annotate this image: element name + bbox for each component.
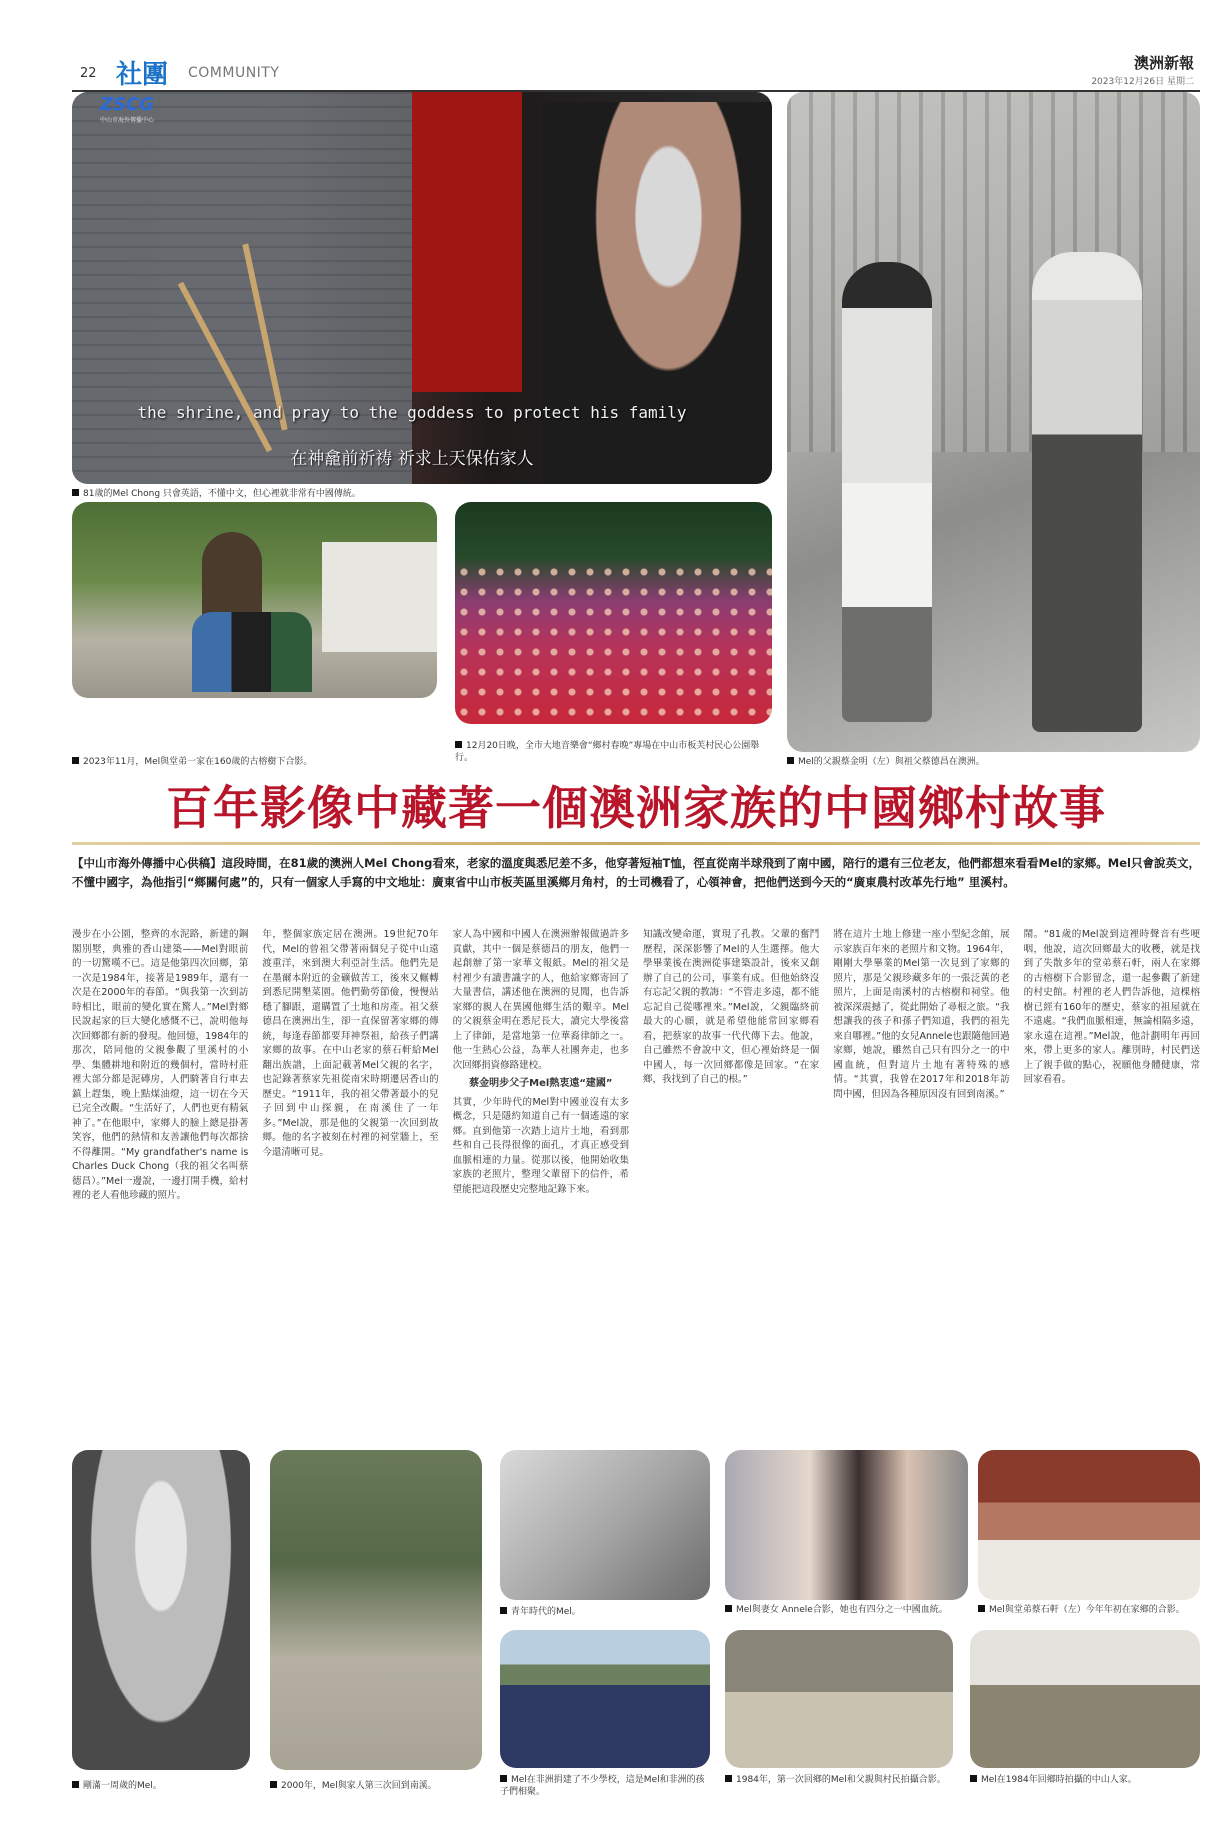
historic-photo [787,92,1200,752]
newspaper-page [72,40,1200,1810]
newspaper-brand: 澳洲新報 [1133,54,1194,72]
body-text: 家人為中國和中國人在澳洲辦報做過許多貢獻，其中一個是蔡德昌的朋友，他們一起創辦了第一家華文報紙。Mel的祖父是村裡少有讀書識字的人，他給家鄉寄回了大量書信，講述他在澳洲的見聞，也告訴家鄉的親人在異國他鄉生活的艱辛。Mel的父親蔡金明在悉尼長大，讀完大學後當上了律師，是當地第一位華裔律師之一。他一生熱心公益，為華人社團奔走，也多次回鄉捐資修路建校。 [452,929,629,1071]
building [322,542,437,652]
caption-b4: Mel在非洲捐建了不少學校，這是Mel和非洲的孩子們相聚。 [500,1775,705,1797]
zhongshan-home-1984-photo [970,1630,1200,1768]
body-column: 知識改變命運，實現了孔教。父輩的奮鬥歷程，深深影響了Mel的人生選擇。他大學畢業後在澳洲從事建築設計，後來又創辦了自己的公司，事業有成。但他始終沒有忘記父親的教誨：“不管走多遠，都不能忘記自己從哪裡來。”Mel說，父親臨終前最大的心願，就是希望他能常回家鄉看看，把蔡家的故事一代代傳下去。他說，自己雖然不會說中文，但心裡始終是一個中國人，每一次回鄉都像是回家。“在家鄉，我找到了自己的根。” [642,929,820,1085]
banyan-tree-photo [72,502,437,698]
article-headline: 百年影像中藏著一個澳洲家族的中國鄉村故事 [166,781,1106,835]
baby-photo [72,1450,250,1770]
article-lead: 【中山市海外傳播中心供稿】這段時間，在81歲的澳洲人Mel Chong看來，老家的溫度與悉尼差不多，他穿著短袖T恤，徑直從南半球飛到了南中國，陪行的還有三位老友，他們都想來看看Mel的家鄉。Mel只會說英文，不懂中國字，為他指引“鄉關何處”的，只有一個家人手寫的中文地址：廣東省中山市板芙區里溪鄉月角村，的士司機看了，心領神會，把他們送到今天的“廣東農村改革先行地” 里溪村。 [72,856,1200,889]
section-title-en: COMMUNITY [188,65,280,81]
caption-hero: 81歲的Mel Chong 只會英語，不懂中文，但心裡就非常有中國傳統。 [72,488,772,500]
family-group [192,612,312,692]
body-column: 將在這片土地上修建一座小型紀念館，展示家族百年來的老照片和文物。1964年，剛剛大學畢業的Mel第一次見到了家鄉的照片，那是父親珍藏多年的一張泛黃的老照片，上面是南溪村的古榕樹和祠堂。他被深深震撼了，從此開始了尋根之旅。“我想讓我的孩子和孫子們知道，我們的祖先來自哪裡。”他的女兒Annele也跟隨他回過家鄉，她說，雖然自己只有四分之一的中國血統，但對這片土地有著特殊的感情。“其實，我曾在2017年和2018年訪問中國，但因為各種原因沒有回到南溪。” [833,929,1010,1100]
body-column: 年，整個家族定居在澳洲。19世紀70年代，Mel的曾祖父帶著兩個兒子從中山遠渡重洋，來到澳大利亞討生活。他們先是在墨爾本附近的金礦做苦工，後來又輾轉到悉尼開墾菜園。他們勤勞節儉，慢慢站穩了腳跟，還購置了土地和房產。祖父蔡德昌在澳洲出生，卻一直保留著家鄉的傳統，每逢春節都要拜神祭祖，給孩子們講家鄉的故事。在中山老家的蔡石軒給Mel翻出族譜，上面記載著Mel父親的名字，也記錄著蔡家先祖從南宋時期遷居香山的歷史。“1911年，我的祖父帶著最小的兒子回到中山探親，在南溪住了一年多。”Mel說，那是他的父親第一次回到故鄉。他的名字被刻在村裡的祠堂牆上，至今還清晰可見。 [262,929,439,1158]
father-figure [842,262,932,722]
issue-date: 2023年12月26日 星期二 [1091,77,1194,87]
caption-old: Mel的父親蔡金明（左）與祖父蔡德昌在澳洲。 [787,756,1200,768]
young-mel-piano-photo [500,1450,710,1600]
caption-b2: 2000年，Mel與家人第三次回到南溪。 [270,1780,482,1792]
video-subtitle-en: the shrine, and pray to the goddess to protect his family [137,403,687,422]
page-header [72,48,1200,90]
family-tree-2000-photo [270,1450,482,1770]
caption-b3: 青年時代的Mel。 [500,1606,710,1618]
mel-and-cousin-photo [978,1450,1200,1600]
caption-b1: 剛滿一周歲的Mel。 [72,1780,250,1792]
body-text: 其實，少年時代的Mel對中國並沒有太多概念，只是隱約知道自己有一個遙遠的家鄉。直到他第一次踏上這片土地，看到那些和自己長得很像的面孔，才真正感受到血脈相連的力量。從那以後，他開始收集家族的老照片，整理父輩留下的信件，希望能把這段歷史完整地記錄下來。 [452,1096,629,1195]
section-title: 社團 [116,60,169,90]
body-column: 漫步在小公園，整齊的水泥路，新建的鋼閣別墅，典雅的香山建築——Mel對眼前的一切驚嘆不已。這是他第四次回鄉，第一次是1984年，接著是1989年，還有一次是在2000年的春節。“與我第一次到訪時相比，眼前的變化實在驚人。”Mel對鄉民說起家的巨大變化感慨不已，說明他每次回鄉都有新的發現。他回憶，1984年的那次，陪同他的父親參觀了里溪村的小學、集體耕地和附近的幾個村，當時村莊裡大部分都是泥磚房，人們騎著自行車去鎮上趕集，晚上點煤油燈，這一切在今天已完全改觀。“生活好了，人們也更有精氣神了。”在他眼中，家鄉人的臉上總是掛著笑容，他們的熱情和友善讓他們每次都捨不得離開。“My grandfather's name is Charles Duck Chong（我的祖父名叫蔡德昌）。”Mel一邊說，一邊打開手機，給村裡的老人看他珍藏的照片。 [72,929,249,1201]
caption-b6: 1984年，第一次回鄉的Mel和父親與村民拍攝合影。 [725,1774,953,1786]
caption-b5: Mel與妻女 Annele合影，她也有四分之一中國血統。 [725,1604,968,1616]
red-couplet [412,92,522,392]
crowd-concert-photo [455,502,772,724]
caption-crowd: 12月20日晚，全市大地音樂會“鄉村春晚”專場在中山市板芙村民心公園舉行。 [455,741,760,763]
body-column [453,928,629,1438]
grandfather-figure [1032,252,1142,732]
caption-b8: Mel在1984年回鄉時拍攝的中山人家。 [970,1774,1200,1786]
zscg-logo: ZSCG 中山市海外傳播中心 [100,94,155,124]
headline-rule [72,842,1200,845]
villagers-1984-photo [725,1630,953,1768]
mel-and-daughter-photo [725,1450,968,1600]
article-body [72,928,1200,1438]
body-column: 鬧。“81歲的Mel說到這裡時聲音有些哽咽，他說，這次回鄉最大的收穫，就是找到了失散多年的堂弟蔡石軒，兩人在家鄉的古榕樹下合影留念，還一起參觀了新建的村史館。村裡的老人們告訴他，這棵榕樹已經有160年的歷史，蔡家的祖屋就在不遠處。“我們血脈相連，無論相隔多遠，家永遠在這裡。”Mel說，他計劃明年再回來，帶上更多的家人。離別時，村民們送上了親手做的點心，祝願他身體健康，常回家看看。 [1023,929,1200,1085]
brick-wall [72,92,412,484]
caption-tree: 2023年11月，Mel與堂弟一家在160歲的古榕樹下合影。 [72,756,437,768]
audience [455,562,772,724]
page-number: 22 [80,66,97,81]
africa-children-photo [500,1630,710,1768]
body-subheading: 蔡金明步父子Mel熱衷遠“建國” [469,1078,613,1089]
elderly-man-figure [542,102,772,484]
video-subtitle-cn: 在神龕前祈祷 祈求上天保佑家人 [290,449,534,469]
hero-photo [72,92,772,484]
caption-b7: Mel與堂弟蔡石軒（左）今年年初在家鄉的合影。 [978,1604,1200,1616]
